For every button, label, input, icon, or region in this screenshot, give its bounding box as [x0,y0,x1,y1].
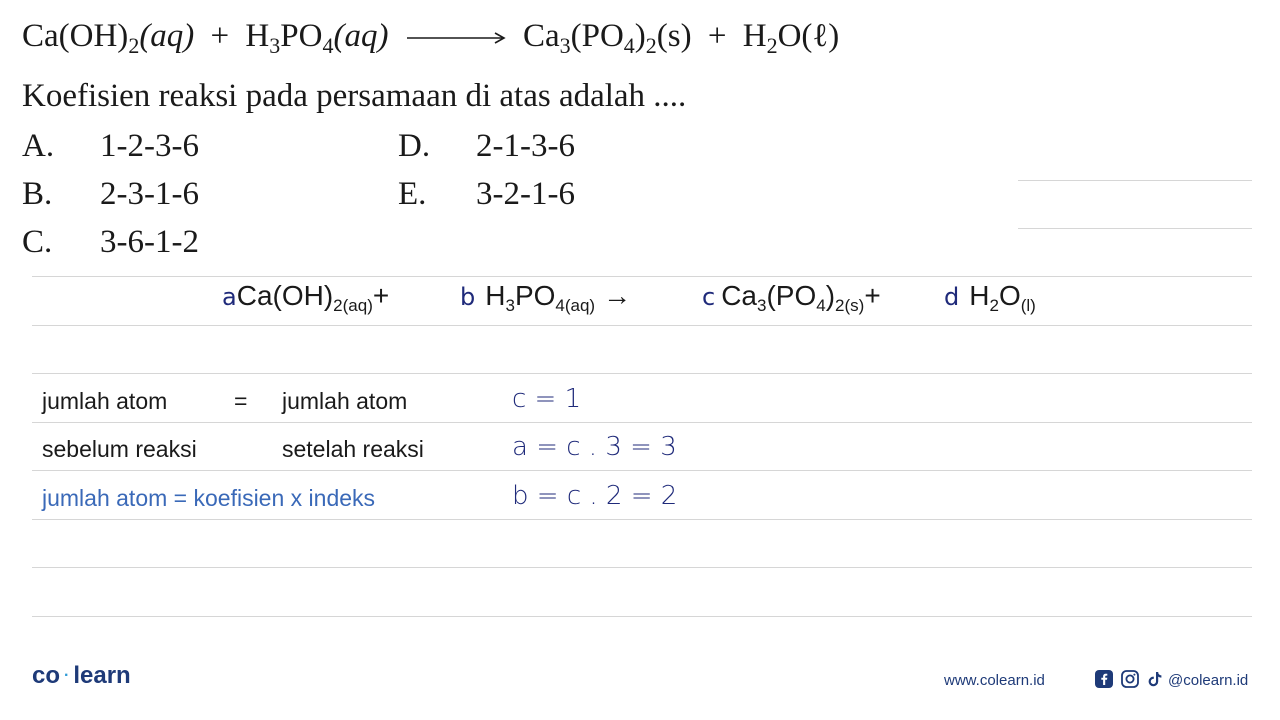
website-link[interactable]: www.colearn.id [944,672,1045,689]
work-term-2: b $H_3PO_{4(aq)}$ → [460,280,632,315]
reactant-phosphoric-acid: $H_3PO_4(aq)$ [245,18,389,58]
handwritten-step-2: a = c . 3 = 3 [512,432,677,462]
social-handle[interactable]: @colearn.id [1168,672,1249,689]
option-b: B. 2-3-1-6 [22,176,199,212]
plus-sign: + [707,18,727,54]
rule-line [32,422,1252,423]
handwritten-step-3: b = c . 2 = 2 [512,481,678,511]
note-left-1: jumlah atom [42,388,168,414]
rule-line [32,519,1252,520]
rule-line [32,470,1252,471]
note-right-2: setelah reaksi [282,436,424,462]
note-equals: = [234,388,248,414]
reactant-calcium-hydroxide: $Ca(OH)_2(aq)$ [22,18,195,58]
product-calcium-phosphate: $Ca_3(PO_4)_2(s)$ [522,18,692,58]
tiktok-icon[interactable] [1146,670,1164,688]
rule-line [1018,228,1252,229]
note-right-1: jumlah atom [282,388,408,414]
note-left-2: sebelum reaksi [42,436,197,462]
question-text: Koefisien reaksi pada persamaan di atas adalah .... [22,78,687,114]
instagram-icon[interactable] [1121,670,1139,688]
rule-line [32,276,1252,277]
option-a: A. 1-2-3-6 [22,128,199,164]
work-term-1: $aCa(OH)_{2(aq)}+$ [222,280,390,315]
coefficient-c: c [702,283,716,311]
rule-line [32,373,1252,374]
reaction-equation [22,18,840,58]
work-term-3: c $Ca_3(PO_4)_{2(s)}+$ [702,280,881,315]
rule-line [32,325,1252,326]
coefficient-d: d [944,283,960,311]
handwritten-step-1: c = 1 [512,384,582,414]
facebook-icon[interactable] [1095,670,1113,688]
plus-sign: + [210,18,230,54]
rule-line [1018,180,1252,181]
reaction-arrow [403,20,509,54]
note-rule: jumlah atom = koefisien x indeks [42,485,376,511]
work-term-4: d $H_2O_{(l)}$ [944,280,1036,315]
option-d: D. 2-1-3-6 [398,128,575,164]
rule-line [32,567,1252,568]
option-e: E. 3-2-1-6 [398,176,575,212]
product-water: $H_2O(\ell)$ [742,18,840,58]
coefficient-b: b [460,283,476,311]
coefficient-a: a [222,283,237,311]
colearn-logo: co · learn [32,662,131,689]
option-c: C. 3-6-1-2 [22,224,199,260]
rule-line [32,616,1252,617]
